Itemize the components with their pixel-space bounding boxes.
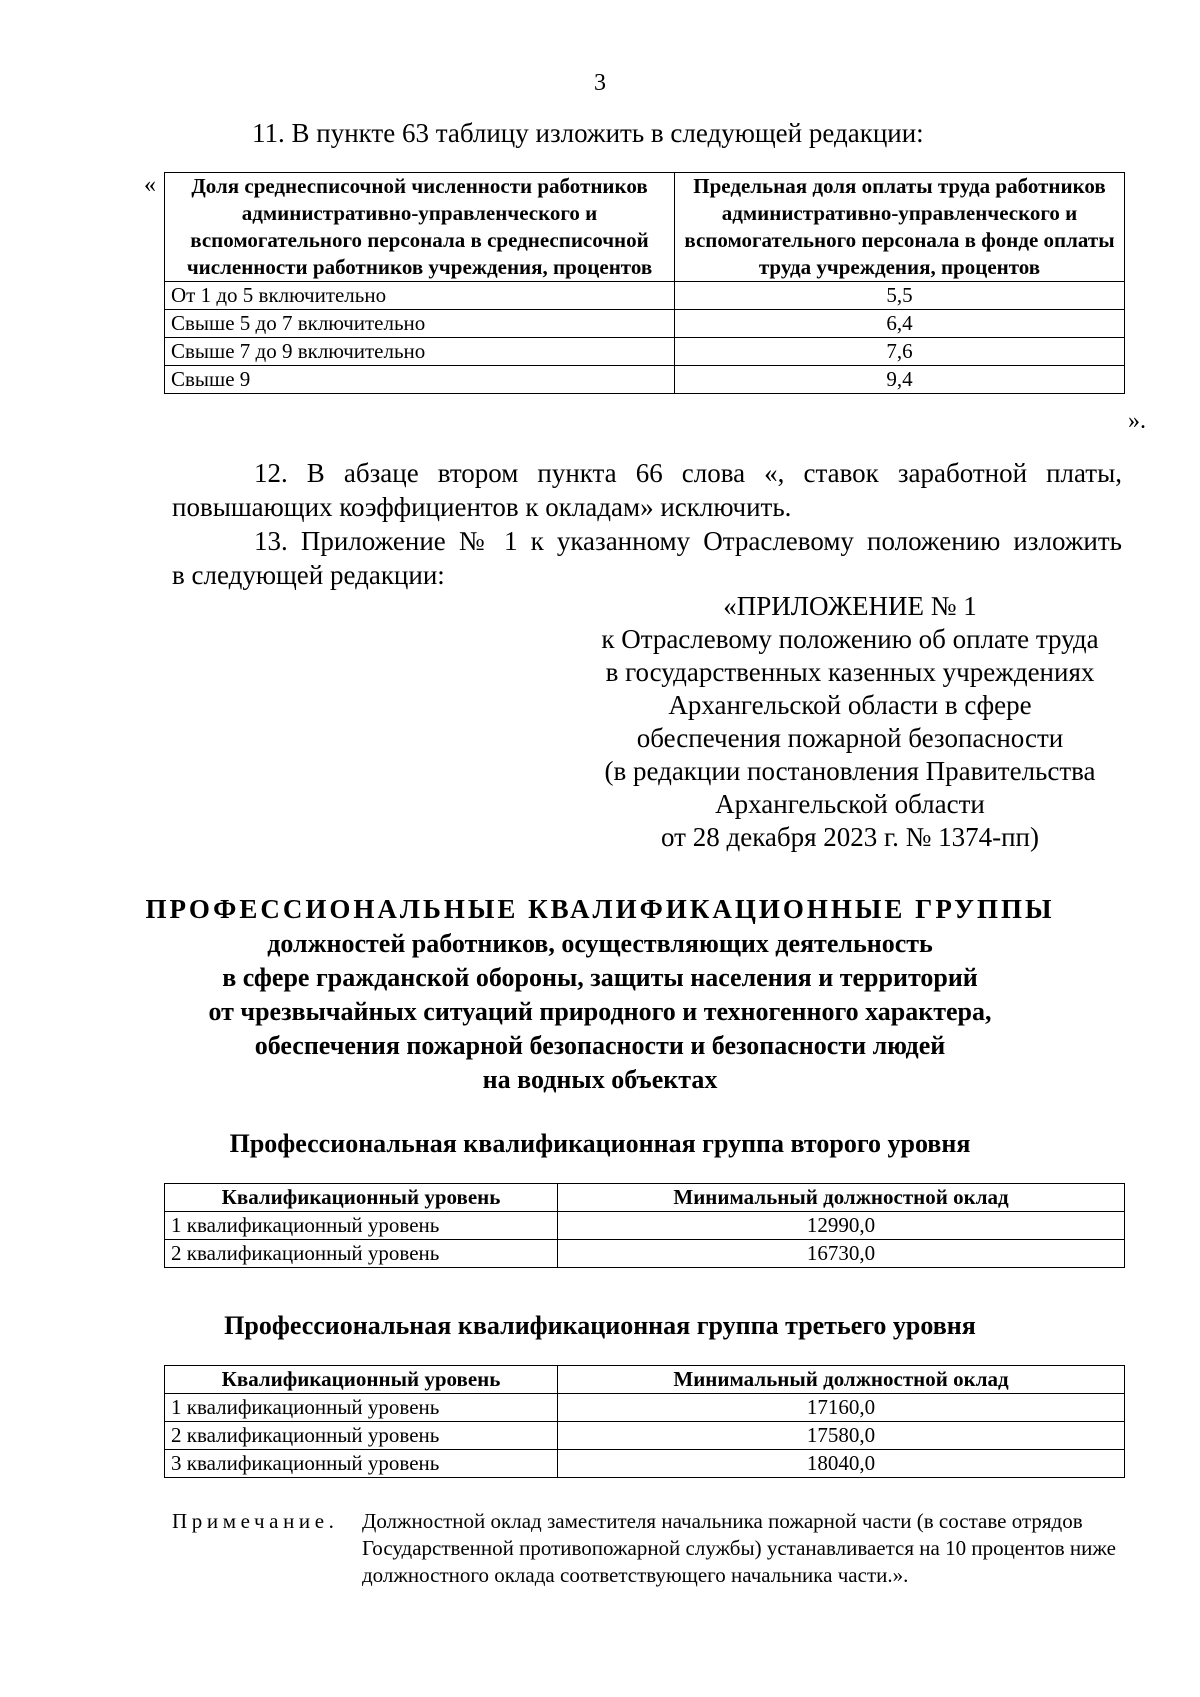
table-cell: 2 квалификационный уровень <box>165 1240 558 1268</box>
table-header-cell: Квалификационный уровень <box>165 1366 558 1394</box>
table-row <box>165 1240 1125 1268</box>
table-row <box>165 282 1125 310</box>
appendix-line: (в редакции постановления Правительства <box>604 756 1096 786</box>
payroll-share-table <box>164 172 1125 394</box>
note-label: Примечание. <box>172 1509 339 1533</box>
subtitle-line: от чрезвычайных ситуаций природного и техногенного характера, <box>208 997 992 1026</box>
appendix-line: Архангельской области <box>715 789 985 819</box>
table-header-row <box>165 173 1125 282</box>
table-cell: 1 квалификационный уровень <box>165 1394 558 1422</box>
group2-title: Профессиональная квалификационная группа второго уровня <box>229 1129 971 1158</box>
table-cell: 2 квалификационный уровень <box>165 1422 558 1450</box>
appendix-line: к Отраслевому положению об оплате труда <box>601 624 1099 654</box>
table-header-cell: Предельная доля оплаты труда работников административно-управленческого и вспомогательного персонала в фонде оплаты труда учреждения, процентов <box>675 173 1125 282</box>
table-row <box>165 1422 1125 1450</box>
group3-title: Профессиональная квалификационная группа третьего уровня <box>224 1311 976 1340</box>
appendix-header <box>580 590 1120 854</box>
appendix-line: Архангельской области в сфере <box>668 690 1032 720</box>
table-cell: От 1 до 5 включительно <box>165 282 675 310</box>
table1-open-quote: « <box>144 172 156 198</box>
appendix-line: в государственных казенных учреждениях <box>605 657 1095 687</box>
table-row <box>165 338 1125 366</box>
table-cell: 17160,0 <box>558 1394 1125 1422</box>
table-cell: Свыше 5 до 7 включительно <box>165 310 675 338</box>
table1-close-quote: ». <box>1128 408 1146 434</box>
table-cell: 1 квалификационный уровень <box>165 1212 558 1240</box>
table-cell: Свыше 9 <box>165 366 675 394</box>
subtitle-line: обеспечения пожарной безопасности и безопасности людей <box>254 1031 946 1060</box>
table-cell: 3 квалификационный уровень <box>165 1450 558 1478</box>
table-header-cell: Квалификационный уровень <box>165 1184 558 1212</box>
table-header-cell: Доля среднесписочной численности работников административно-управленческого и вспомогательного персонала в среднесписочной численности работников учреждения, процентов <box>165 173 675 282</box>
table-cell: 18040,0 <box>558 1450 1125 1478</box>
item-12-line-2: повышающих коэффициентов к окладам» исключить. <box>172 492 792 522</box>
table-row <box>165 366 1125 394</box>
table-header-cell: Минимальный должностной оклад <box>558 1184 1125 1212</box>
appendix-line: обеспечения пожарной безопасности <box>636 723 1064 753</box>
table-cell: 5,5 <box>675 282 1125 310</box>
group3-table <box>164 1365 1125 1478</box>
table-header-cell: Минимальный должностной оклад <box>558 1366 1125 1394</box>
item-12-line-1: 12. В абзаце втором пункта 66 слова «, ставок заработной платы, <box>254 458 1122 488</box>
table-cell: 12990,0 <box>558 1212 1125 1240</box>
table-cell: 7,6 <box>675 338 1125 366</box>
table-cell: 6,4 <box>675 310 1125 338</box>
page-number: 3 <box>594 70 606 96</box>
table-row <box>165 310 1125 338</box>
main-title: ПРОФЕССИОНАЛЬНЫЕ КВАЛИФИКАЦИОННЫЕ ГРУППЫ <box>145 894 1055 924</box>
table-row <box>165 1394 1125 1422</box>
subtitle-line: на водных объектах <box>482 1065 718 1094</box>
subtitle-line: в сфере гражданской обороны, защиты населения и территорий <box>222 963 978 992</box>
table-cell: Свыше 7 до 9 включительно <box>165 338 675 366</box>
table-cell: 9,4 <box>675 366 1125 394</box>
item-12 <box>172 456 1122 524</box>
item-13-line-2: в следующей редакции: <box>172 560 445 590</box>
table-cell: 17580,0 <box>558 1422 1125 1450</box>
table-cell: 16730,0 <box>558 1240 1125 1268</box>
table-header-row <box>165 1366 1125 1394</box>
note-text: Должностной оклад заместителя начальника пожарной части (в составе отрядов Государственной противопожарной службы) устанавливается на 10 процентов ниже должностного оклада соответствующего начальника части.». <box>362 1509 1116 1587</box>
main-subtitle <box>0 927 1200 1097</box>
item-13 <box>172 524 1122 592</box>
group2-table <box>164 1183 1125 1268</box>
table-row <box>165 1212 1125 1240</box>
item-11-text: 11. В пункте 63 таблицу изложить в следующей редакции: <box>252 118 924 148</box>
table-header-row <box>165 1184 1125 1212</box>
table-row <box>165 1450 1125 1478</box>
item-13-line-1: 13. Приложение № 1 к указанному Отраслевому положению изложить <box>254 526 1122 556</box>
appendix-line: «ПРИЛОЖЕНИЕ № 1 <box>723 591 977 621</box>
appendix-line: от 28 декабря 2023 г. № 1374-пп) <box>661 822 1039 852</box>
subtitle-line: должностей работников, осуществляющих деятельность <box>267 929 933 958</box>
